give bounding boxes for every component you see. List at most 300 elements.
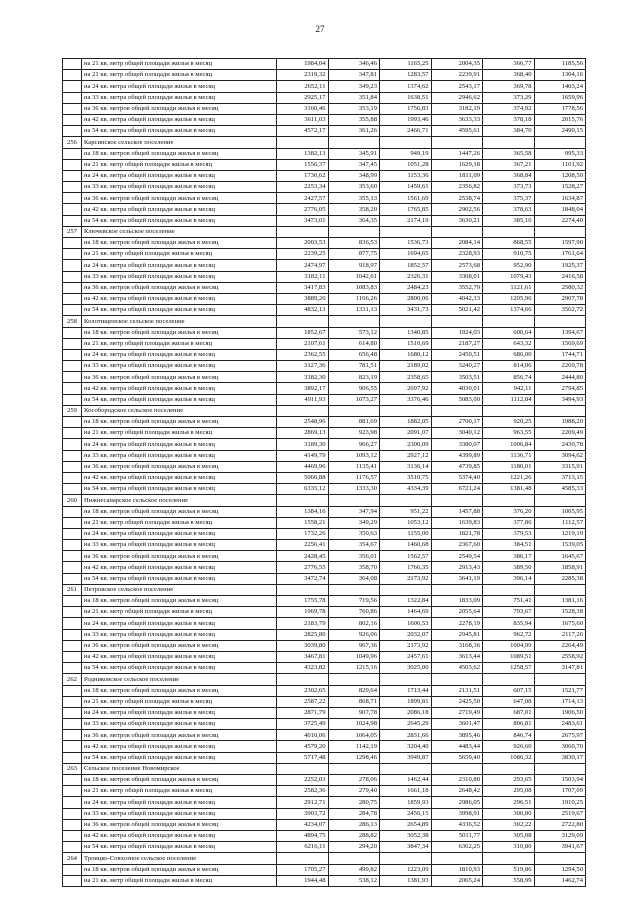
row-number-cell: [63, 70, 82, 81]
row-number-cell: [63, 361, 82, 372]
value-cell: 3892,17: [277, 383, 329, 394]
value-cell: 499,82: [328, 864, 380, 875]
table-row: [63, 808, 586, 819]
value-cell: 2825,80: [277, 629, 329, 640]
value-cell: 4894,75: [277, 830, 329, 841]
row-number-cell: [63, 517, 82, 528]
table-row: [63, 651, 586, 662]
value-cell: 1089,51: [483, 651, 535, 662]
value-cell: 5011,77: [431, 830, 483, 841]
row-number-cell: 259: [63, 405, 82, 416]
table-row: [63, 182, 586, 193]
norm-label-cell: на 24 кв. метра общей площади жилья в месяц: [82, 260, 277, 271]
table-row: [63, 126, 586, 137]
row-number-cell: [63, 394, 82, 405]
value-cell: [380, 584, 432, 595]
value-cell: 1459,61: [380, 182, 432, 193]
row-number-cell: [63, 170, 82, 181]
row-number-cell: [63, 260, 82, 271]
value-cell: 3039,80: [277, 640, 329, 651]
table-row: [63, 730, 586, 741]
row-number-cell: [63, 238, 82, 249]
row-number-cell: [63, 719, 82, 730]
value-cell: 351,84: [328, 92, 380, 103]
value-cell: 1858,91: [534, 562, 586, 573]
value-cell: 2912,71: [277, 797, 329, 808]
value-cell: 1135,41: [328, 461, 380, 472]
value-cell: 1219,19: [534, 528, 586, 539]
value-cell: 1155,00: [380, 528, 432, 539]
value-cell: 3160,46: [277, 103, 329, 114]
value-cell: 2549,54: [431, 551, 483, 562]
value-cell: 2794,85: [534, 383, 586, 394]
value-cell: 2239,91: [431, 70, 483, 81]
value-cell: 1730,62: [277, 170, 329, 181]
value-cell: [431, 316, 483, 327]
row-number-cell: [63, 204, 82, 215]
value-cell: [431, 763, 483, 774]
value-cell: 2428,45: [277, 551, 329, 562]
value-cell: 373,73: [483, 182, 535, 193]
value-cell: 643,32: [483, 338, 535, 349]
row-number-cell: [63, 148, 82, 159]
row-number-cell: [63, 775, 82, 786]
value-cell: 379,53: [483, 528, 535, 539]
value-cell: 1049,96: [328, 651, 380, 662]
value-cell: 1381,16: [534, 596, 586, 607]
value-cell: 2700,17: [431, 417, 483, 428]
value-cell: 1053,12: [380, 517, 432, 528]
value-cell: 942,11: [483, 383, 535, 394]
row-number-cell: [63, 428, 82, 439]
value-cell: 1528,27: [534, 182, 586, 193]
value-cell: [431, 853, 483, 864]
value-cell: 4832,13: [277, 305, 329, 316]
row-number-cell: [63, 293, 82, 304]
norm-label-cell: на 33 кв. метра общей площади жилья в месяц: [82, 540, 277, 551]
value-cell: 1086,32: [483, 752, 535, 763]
table-row: [63, 349, 586, 360]
value-cell: 1910,25: [534, 797, 586, 808]
value-cell: 4579,20: [277, 741, 329, 752]
value-cell: 284,78: [328, 808, 380, 819]
norm-label-cell: на 36 кв. метров общей площади жилья в месяц: [82, 551, 277, 562]
value-cell: 751,41: [483, 596, 535, 607]
norm-label-cell: на 18 кв. метров общей площади жилья в месяц: [82, 775, 277, 786]
table-row: [63, 81, 586, 92]
row-number-cell: 256: [63, 137, 82, 148]
norm-label-cell: на 42 кв. метра общей площади жилья в месяц: [82, 472, 277, 483]
value-cell: 2450,51: [431, 349, 483, 360]
norm-label-cell: на 24 кв. метра общей площади жилья в месяц: [82, 81, 277, 92]
value-cell: 2925,17: [277, 92, 329, 103]
value-cell: 295,08: [483, 786, 535, 797]
value-cell: 1004,99: [483, 640, 535, 651]
table-row: [63, 461, 586, 472]
norm-label-cell: на 21 кв. метр общей площади жилья в месяц: [82, 249, 277, 260]
table-row: [63, 775, 586, 786]
row-number-cell: [63, 439, 82, 450]
value-cell: 3941,67: [534, 842, 586, 853]
table-row: [63, 59, 586, 70]
value-cell: 1833,09: [431, 596, 483, 607]
value-cell: 1215,16: [328, 663, 380, 674]
value-cell: 3889,26: [277, 293, 329, 304]
value-cell: 2722,80: [534, 819, 586, 830]
value-cell: 1634,87: [534, 193, 586, 204]
settlement-name-cell: Карсинское сельское поселение: [82, 137, 277, 148]
value-cell: 920,25: [483, 417, 535, 428]
value-cell: 1882,05: [380, 417, 432, 428]
value-cell: 3503,51: [431, 372, 483, 383]
value-cell: [328, 674, 380, 685]
table-row: [63, 562, 586, 573]
value-cell: 1005,95: [534, 506, 586, 517]
value-cell: 1503,94: [534, 775, 586, 786]
value-cell: 1765,85: [380, 204, 432, 215]
value-cell: [534, 405, 586, 416]
row-number-cell: [63, 786, 82, 797]
value-cell: 2253,34: [277, 182, 329, 193]
settlement-name-cell: Троицко-Совхозное сельское поселение: [82, 853, 277, 864]
value-cell: 4234,07: [277, 819, 329, 830]
value-cell: 364,35: [328, 215, 380, 226]
value-cell: 1558,21: [277, 517, 329, 528]
value-cell: 1165,25: [380, 59, 432, 70]
value-cell: 2548,96: [277, 417, 329, 428]
norm-label-cell: на 36 кв. метров общей площади жилья в месяц: [82, 193, 277, 204]
value-cell: 349,29: [328, 517, 380, 528]
row-number-cell: [63, 875, 82, 886]
value-cell: 1906,50: [534, 707, 586, 718]
value-cell: 1223,09: [380, 864, 432, 875]
value-cell: 719,56: [328, 596, 380, 607]
row-number-cell: [63, 461, 82, 472]
value-cell: 1713,44: [380, 685, 432, 696]
row-number-cell: [63, 372, 82, 383]
value-cell: 1969,78: [277, 607, 329, 618]
norm-label-cell: на 42 кв. метра общей площади жилья в месяц: [82, 651, 277, 662]
value-cell: 1221,26: [483, 472, 535, 483]
norm-label-cell: на 54 кв. метра общей площади жилья в месяц: [82, 663, 277, 674]
value-cell: 5659,40: [431, 752, 483, 763]
value-cell: 1562,57: [380, 551, 432, 562]
norm-label-cell: на 36 кв. метров общей площади жилья в месяц: [82, 819, 277, 830]
row-number-cell: [63, 607, 82, 618]
value-cell: 378,63: [483, 204, 535, 215]
row-number-cell: [63, 305, 82, 316]
value-cell: 2986,05: [431, 797, 483, 808]
table-row: [63, 159, 586, 170]
value-cell: 2444,80: [534, 372, 586, 383]
row-number-cell: [63, 808, 82, 819]
norm-label-cell: на 21 кв. метр общей площади жилья в месяц: [82, 338, 277, 349]
value-cell: 1744,71: [534, 349, 586, 360]
value-cell: 3562,72: [534, 305, 586, 316]
value-cell: 2483,61: [534, 719, 586, 730]
value-cell: [328, 495, 380, 506]
table-row: [63, 797, 586, 808]
value-cell: 279,40: [328, 786, 380, 797]
norm-label-cell: на 42 кв. метра общей площади жилья в месяц: [82, 562, 277, 573]
value-cell: 355,88: [328, 114, 380, 125]
norm-label-cell: на 54 кв. метра общей площади жилья в месяц: [82, 484, 277, 495]
norm-label-cell: на 21 кв. метр общей площади жилья в месяц: [82, 517, 277, 528]
value-cell: 385,16: [483, 215, 535, 226]
norm-label-cell: на 33 кв. метра общей площади жилья в месяц: [82, 719, 277, 730]
value-cell: 2239,25: [277, 249, 329, 260]
value-cell: [277, 584, 329, 595]
norm-label-cell: на 54 кв. метра общей площади жилья в месяц: [82, 394, 277, 405]
row-number-cell: [63, 193, 82, 204]
value-cell: [277, 853, 329, 864]
section-row: [63, 137, 586, 148]
value-cell: 2362,55: [277, 349, 329, 360]
value-cell: 1073,27: [328, 394, 380, 405]
value-cell: 2173,92: [380, 573, 432, 584]
settlement-name-cell: Петровское сельское поселение: [82, 584, 277, 595]
value-cell: 5717,48: [277, 752, 329, 763]
norm-label-cell: на 21 кв. метр общей площади жилья в месяц: [82, 875, 277, 886]
row-number-cell: [63, 540, 82, 551]
norm-label-cell: на 18 кв. метров общей площади жилья в месяц: [82, 864, 277, 875]
value-cell: 573,12: [328, 327, 380, 338]
value-cell: 2558,92: [534, 651, 586, 662]
row-number-cell: [63, 696, 82, 707]
row-number-cell: 264: [63, 853, 82, 864]
value-cell: 3473,01: [277, 215, 329, 226]
value-cell: 2274,40: [534, 215, 586, 226]
value-cell: 369,78: [483, 81, 535, 92]
table-row: [63, 685, 586, 696]
table-row: [63, 114, 586, 125]
tariff-table: [62, 58, 586, 887]
value-cell: [431, 137, 483, 148]
value-cell: [277, 316, 329, 327]
norm-label-cell: на 33 кв. метра общей площади жилья в месяц: [82, 808, 277, 819]
value-cell: 1382,13: [277, 148, 329, 159]
norm-label-cell: на 18 кв. метров общей площади жилья в месяц: [82, 506, 277, 517]
table-row: [63, 305, 586, 316]
value-cell: 600,64: [483, 327, 535, 338]
norm-label-cell: на 21 кв. метр общей площади жилья в месяц: [82, 696, 277, 707]
value-cell: 1766,35: [380, 562, 432, 573]
value-cell: 4149,79: [277, 450, 329, 461]
table-row: [63, 271, 586, 282]
value-cell: 1606,53: [380, 618, 432, 629]
value-cell: 614,80: [328, 338, 380, 349]
value-cell: 3168,36: [431, 640, 483, 651]
value-cell: [534, 495, 586, 506]
value-cell: [328, 853, 380, 864]
table-row: [63, 249, 586, 260]
norm-label-cell: на 24 кв. метра общей площади жилья в месяц: [82, 528, 277, 539]
table-row: [63, 752, 586, 763]
value-cell: 1403,24: [534, 81, 586, 92]
table-row: [63, 450, 586, 461]
value-cell: 366,77: [483, 59, 535, 70]
value-cell: 4336,52: [431, 819, 483, 830]
value-cell: 1569,69: [534, 338, 586, 349]
value-cell: 881,69: [328, 417, 380, 428]
value-cell: 3467,81: [277, 651, 329, 662]
value-cell: 3147,81: [534, 663, 586, 674]
value-cell: 2697,92: [380, 383, 432, 394]
norm-label-cell: на 21 кв. метр общей площади жилья в месяц: [82, 159, 277, 170]
value-cell: 3204,40: [380, 741, 432, 752]
row-number-cell: [63, 551, 82, 562]
table-row: [63, 618, 586, 629]
row-number-cell: 258: [63, 316, 82, 327]
value-cell: 2927,12: [380, 450, 432, 461]
value-cell: [328, 584, 380, 595]
value-cell: 918,97: [328, 260, 380, 271]
table-row: [63, 506, 586, 517]
value-cell: 1093,12: [328, 450, 380, 461]
settlement-name-cell: Родниковское сельское поселение: [82, 674, 277, 685]
row-number-cell: [63, 596, 82, 607]
value-cell: 2675,97: [534, 730, 586, 741]
value-cell: 4585,33: [534, 484, 586, 495]
row-number-cell: 263: [63, 763, 82, 774]
value-cell: 1083,83: [328, 282, 380, 293]
value-cell: 1283,57: [380, 70, 432, 81]
value-cell: 868,55: [483, 238, 535, 249]
value-cell: [277, 226, 329, 237]
value-cell: 300,80: [483, 808, 535, 819]
value-cell: 1064,05: [328, 730, 380, 741]
value-cell: 2474,97: [277, 260, 329, 271]
table-row: [63, 92, 586, 103]
value-cell: 2871,79: [277, 707, 329, 718]
norm-label-cell: на 21 кв. метр общей площади жилья в месяц: [82, 70, 277, 81]
value-cell: 3830,17: [534, 752, 586, 763]
value-cell: 296,51: [483, 797, 535, 808]
row-number-cell: [63, 562, 82, 573]
norm-label-cell: на 42 кв. метра общей площади жилья в месяц: [82, 204, 277, 215]
value-cell: 2285,38: [534, 573, 586, 584]
value-cell: 2252,03: [277, 775, 329, 786]
value-cell: 361,26: [328, 126, 380, 137]
table-row: [63, 517, 586, 528]
value-cell: 1778,56: [534, 103, 586, 114]
value-cell: [483, 584, 535, 595]
norm-label-cell: на 24 кв. метра общей площади жилья в месяц: [82, 349, 277, 360]
value-cell: 1374,62: [380, 81, 432, 92]
norm-label-cell: на 42 кв. метра общей площади жилья в месяц: [82, 741, 277, 752]
value-cell: 1852,67: [277, 327, 329, 338]
table-row: [63, 70, 586, 81]
row-number-cell: [63, 528, 82, 539]
norm-label-cell: на 54 кв. метра общей площади жилья в месяц: [82, 842, 277, 853]
row-number-cell: [63, 707, 82, 718]
value-cell: 293,65: [483, 775, 535, 786]
value-cell: 829,64: [328, 685, 380, 696]
value-cell: [431, 584, 483, 595]
row-number-cell: [63, 506, 82, 517]
table-row: [63, 707, 586, 718]
value-cell: 1185,56: [534, 59, 586, 70]
norm-label-cell: на 18 кв. метров общей площади жилья в месяц: [82, 596, 277, 607]
value-cell: [380, 853, 432, 864]
row-number-cell: [63, 383, 82, 394]
value-cell: 1561,69: [380, 193, 432, 204]
value-cell: 995,33: [534, 148, 586, 159]
value-cell: 280,75: [328, 797, 380, 808]
value-cell: 760,86: [328, 607, 380, 618]
value-cell: 396,14: [483, 573, 535, 584]
value-cell: 3431,73: [380, 305, 432, 316]
table-row: [63, 361, 586, 372]
value-cell: 2425,50: [431, 696, 483, 707]
value-cell: 647,08: [483, 696, 535, 707]
row-number-cell: [63, 629, 82, 640]
value-cell: 2652,11: [277, 81, 329, 92]
value-cell: 846,74: [483, 730, 535, 741]
value-cell: 5374,40: [431, 472, 483, 483]
value-cell: 2264,49: [534, 640, 586, 651]
value-cell: 4483,44: [431, 741, 483, 752]
value-cell: 2946,62: [431, 92, 483, 103]
value-cell: 353,19: [328, 103, 380, 114]
value-cell: 1166,26: [328, 293, 380, 304]
table-row: [63, 170, 586, 181]
norm-label-cell: на 42 кв. метра общей площади жилья в месяц: [82, 383, 277, 394]
value-cell: 2278,19: [431, 618, 483, 629]
value-cell: 354,67: [328, 540, 380, 551]
value-cell: 1597,90: [534, 238, 586, 249]
table-row: [63, 238, 586, 249]
value-cell: 3630,21: [431, 215, 483, 226]
value-cell: 1629,18: [431, 159, 483, 170]
value-cell: 1101,92: [534, 159, 586, 170]
norm-label-cell: на 24 кв. метра общей площади жилья в месяц: [82, 707, 277, 718]
value-cell: 2310,80: [431, 775, 483, 786]
row-number-cell: 261: [63, 584, 82, 595]
norm-label-cell: на 21 кв. метр общей площади жилья в месяц: [82, 786, 277, 797]
value-cell: 3189,30: [277, 439, 329, 450]
section-row: [63, 316, 586, 327]
value-cell: 558,99: [483, 875, 535, 886]
value-cell: 1176,57: [328, 472, 380, 483]
value-cell: 1298,46: [328, 752, 380, 763]
value-cell: [277, 405, 329, 416]
value-cell: 1464,69: [380, 607, 432, 618]
table-row: [63, 293, 586, 304]
value-cell: [328, 226, 380, 237]
value-cell: 3949,87: [380, 752, 432, 763]
value-cell: 3601,47: [431, 719, 483, 730]
table-row: [63, 741, 586, 752]
value-cell: 1006,84: [483, 439, 535, 450]
value-cell: 1457,88: [431, 506, 483, 517]
norm-label-cell: на 54 кв. метра общей площади жилья в месяц: [82, 752, 277, 763]
value-cell: 966,27: [328, 439, 380, 450]
value-cell: 2256,41: [277, 540, 329, 551]
settlement-name-cell: Нижнесанарское сельское поселение: [82, 495, 277, 506]
value-cell: 2209,49: [534, 428, 586, 439]
value-cell: 1462,74: [534, 875, 586, 886]
row-number-cell: [63, 182, 82, 193]
value-cell: 2456,15: [380, 808, 432, 819]
value-cell: 687,01: [483, 707, 535, 718]
table-row: [63, 215, 586, 226]
value-cell: 2587,22: [277, 696, 329, 707]
value-cell: 368,40: [483, 70, 535, 81]
value-cell: 2427,57: [277, 193, 329, 204]
table-row: [63, 528, 586, 539]
value-cell: 348,99: [328, 170, 380, 181]
